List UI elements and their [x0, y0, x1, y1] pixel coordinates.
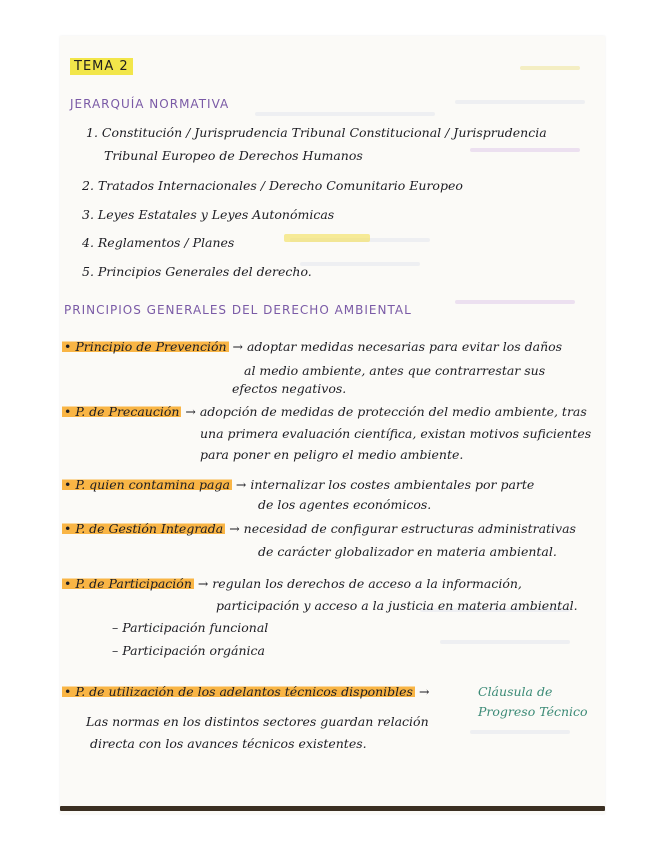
principle-definition-line: participación y acceso a la justicia en materia ambiental. [216, 598, 578, 613]
participation-type-organica: – Participación orgánica [112, 643, 265, 658]
bleed-through-mark [455, 300, 575, 304]
bleed-through-mark [300, 262, 420, 266]
principle-definition: → necesidad de configurar estructuras administrativas [229, 521, 576, 536]
page-bottom-edge [60, 806, 605, 811]
section-heading-jerarquia: JERARQUÍA NORMATIVA [70, 97, 230, 111]
principle-label: • P. quien contamina paga [64, 477, 230, 492]
highlight-mark [284, 234, 370, 242]
principle-definition: → adoptar medidas necesarias para evitar los daños [232, 339, 563, 354]
principle-definition-line: de los agentes económicos. [258, 497, 432, 512]
principle-definition-line: efectos negativos. [232, 381, 347, 396]
principle-definition-line: para poner en peligro el medio ambiente. [200, 447, 464, 462]
principle-definition: → adopción de medidas de protección del medio ambiente, tras [185, 404, 587, 419]
section-heading-principios: PRINCIPIOS GENERALES DEL DERECHO AMBIENTAL [64, 303, 412, 317]
principle-adelantos-tecnicos [62, 684, 429, 699]
hierarchy-item-2: 2. Tratados Internacionales / Derecho Comunitario Europeo [82, 178, 463, 193]
bleed-through-mark [470, 730, 570, 734]
hierarchy-item-3: 3. Leyes Estatales y Leyes Autonómicas [82, 207, 335, 222]
principle-label: • P. de Precaución [64, 404, 180, 419]
principle-definition-line: al medio ambiente, antes que contrarrestar sus [244, 363, 546, 378]
bleed-through-mark [440, 640, 570, 644]
principle-label: • Principio de Prevención [64, 339, 227, 354]
principle-definition-line: Las normas en los distintos sectores guardan relación [86, 714, 429, 729]
principle-label: • P. de utilización de los adelantos técnicos disponibles [64, 684, 413, 699]
principle-definition: → regulan los derechos de acceso a la información, [197, 576, 522, 591]
principle-label: • P. de Participación [64, 576, 192, 591]
principle-definition: → internalizar los costes ambientales por parte [235, 477, 535, 492]
principle-quien-contamina-paga [62, 477, 534, 492]
participation-type-funcional: – Participación funcional [112, 620, 269, 635]
bleed-through-mark [470, 148, 580, 152]
principle-arrow: → [418, 684, 430, 699]
bleed-through-mark [255, 112, 435, 116]
principle-definition-line: de carácter globalizador en materia ambiental. [258, 544, 557, 559]
hierarchy-item-4: 4. Reglamentos / Planes [82, 235, 235, 250]
principle-precaucion [62, 404, 587, 419]
page-title: TEMA 2 [70, 58, 133, 75]
margin-note: Progreso Técnico [478, 704, 588, 719]
principle-gestion-integrada [62, 521, 576, 536]
bleed-through-mark [520, 66, 580, 70]
bleed-through-mark [455, 100, 585, 104]
principle-prevencion [62, 339, 562, 354]
margin-note: Cláusula de [478, 684, 553, 699]
principle-definition-line: una primera evaluación científica, existan motivos suficientes [200, 426, 592, 441]
principle-label: • P. de Gestión Integrada [64, 521, 224, 536]
principle-definition-line: directa con los avances técnicos existentes. [90, 736, 367, 751]
principle-participacion [62, 576, 522, 591]
hierarchy-item-1-continued: Tribunal Europeo de Derechos Humanos [104, 148, 363, 163]
hierarchy-item-1: 1. Constitución / Jurisprudencia Tribunal Constitucional / Jurisprudencia [86, 125, 547, 140]
hierarchy-item-5: 5. Principios Generales del derecho. [82, 264, 312, 279]
